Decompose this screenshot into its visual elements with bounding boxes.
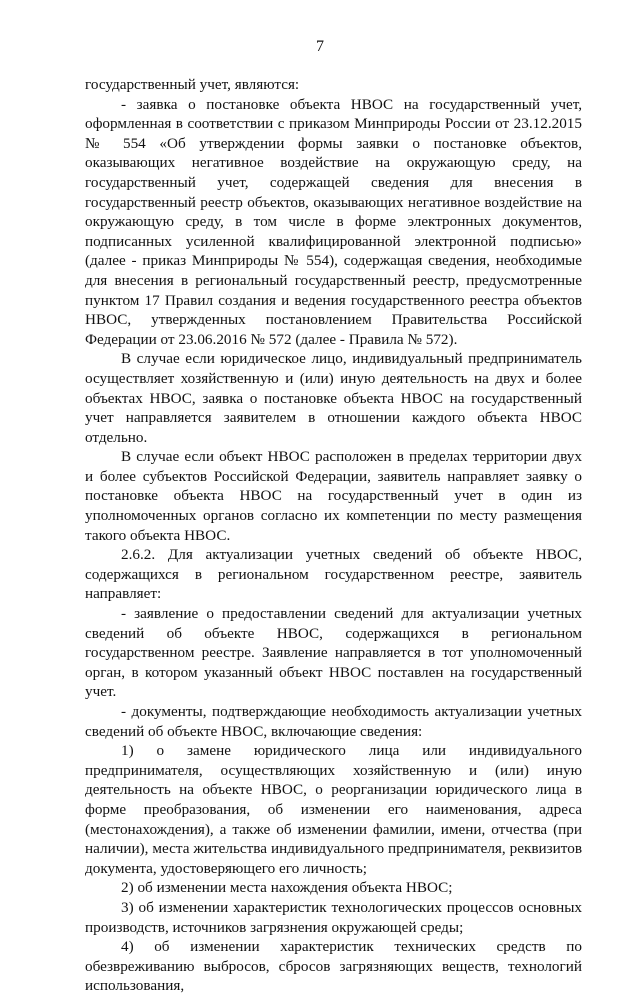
list-item-3: 3) об изменении характеристик технологических процессов основных производств, источников загрязнения окружающей среды;: [85, 898, 582, 936]
paragraph-application: - заявка о постановке объекта НВОС на государственный учет, оформленная в соответствии с приказом Минприроды России от 23.12.2015 № 554 «Об утверждении формы заявки о постановке объектов, оказывающих негативное воздействие на окружающую среду, на государственный учет, содержащей сведения для внесения в государственный реестр объектов, оказывающих негативное воздействие на окружающую среду, в том числе в форме электронных документов, подписанных усиленной квалифицированной электронной подписью» (далее - приказ Минприроды № 554), содержащая сведения, необходимые для внесения в региональный государственный реестр, предусмотренные пунктом 17 Правил создания и ведения государственного реестра объектов НВОС, утвержденных постановлением Правительства Российской Федерации от 23.06.2016 № 572 (далее - Правила № 572).: [85, 95, 582, 348]
page-number: 7: [316, 38, 324, 55]
paragraph-update-statement: - заявление о предоставлении сведений для актуализации учетных сведений об объекте НВОС, содержащихся в региональном государственном реестре. Заявление направляется в тот уполномоченный орган, в котором указанный объект НВОС поставлен на государственный учет.: [85, 605, 582, 701]
list-item-4: 4) об изменении характеристик технических средств по обезвреживанию выбросов, сбросов загрязняющих веществ, технологий использования,: [85, 938, 582, 995]
list-item-2: 2) об изменении места нахождения объекта НВОС;: [121, 879, 453, 897]
paragraph-multiple-regions: В случае если объект НВОС расположен в пределах территории двух и более субъектов Российской Федерации, заявитель направляет заявку о постановке объекта НВОС на государственный учет в один из уполномоченных органов согласно их компетенции по месту размещения такого объекта НВОС.: [85, 448, 582, 544]
list-item-1: 1) о замене юридического лица или индивидуального предпринимателя, осуществляющих хозяйственную и (или) иную деятельность на объекте НВОС, о реорганизации юридического лица в форме преобразования, об изменении его наименования, адреса (местонахождения), а также об изменении фамилии, имени, отчества (при наличии), места жительства индивидуального предпринимателя, реквизитов документа, удостоверяющего его личность;: [85, 742, 582, 877]
paragraph-supporting-documents: - документы, подтверждающие необходимость актуализации учетных сведений об объекте НВОС, включающие сведения:: [85, 703, 582, 740]
paragraph-intro: государственный учет, являются:: [85, 76, 300, 93]
document-body: [85, 75, 582, 996]
paragraph-multiple-objects: В случае если юридическое лицо, индивидуальный предприниматель осуществляет хозяйственную и (или) иную деятельность на двух и более объектах НВОС, заявка о постановке объекта НВОС на государственный учет направляется заявителем в отношении каждого объекта НВОС отдельно.: [85, 350, 582, 446]
paragraph-section-2-6-2: 2.6.2. Для актуализации учетных сведений об объекте НВОС, содержащихся в региональном государственном реестре, заявитель направляет:: [85, 546, 582, 603]
